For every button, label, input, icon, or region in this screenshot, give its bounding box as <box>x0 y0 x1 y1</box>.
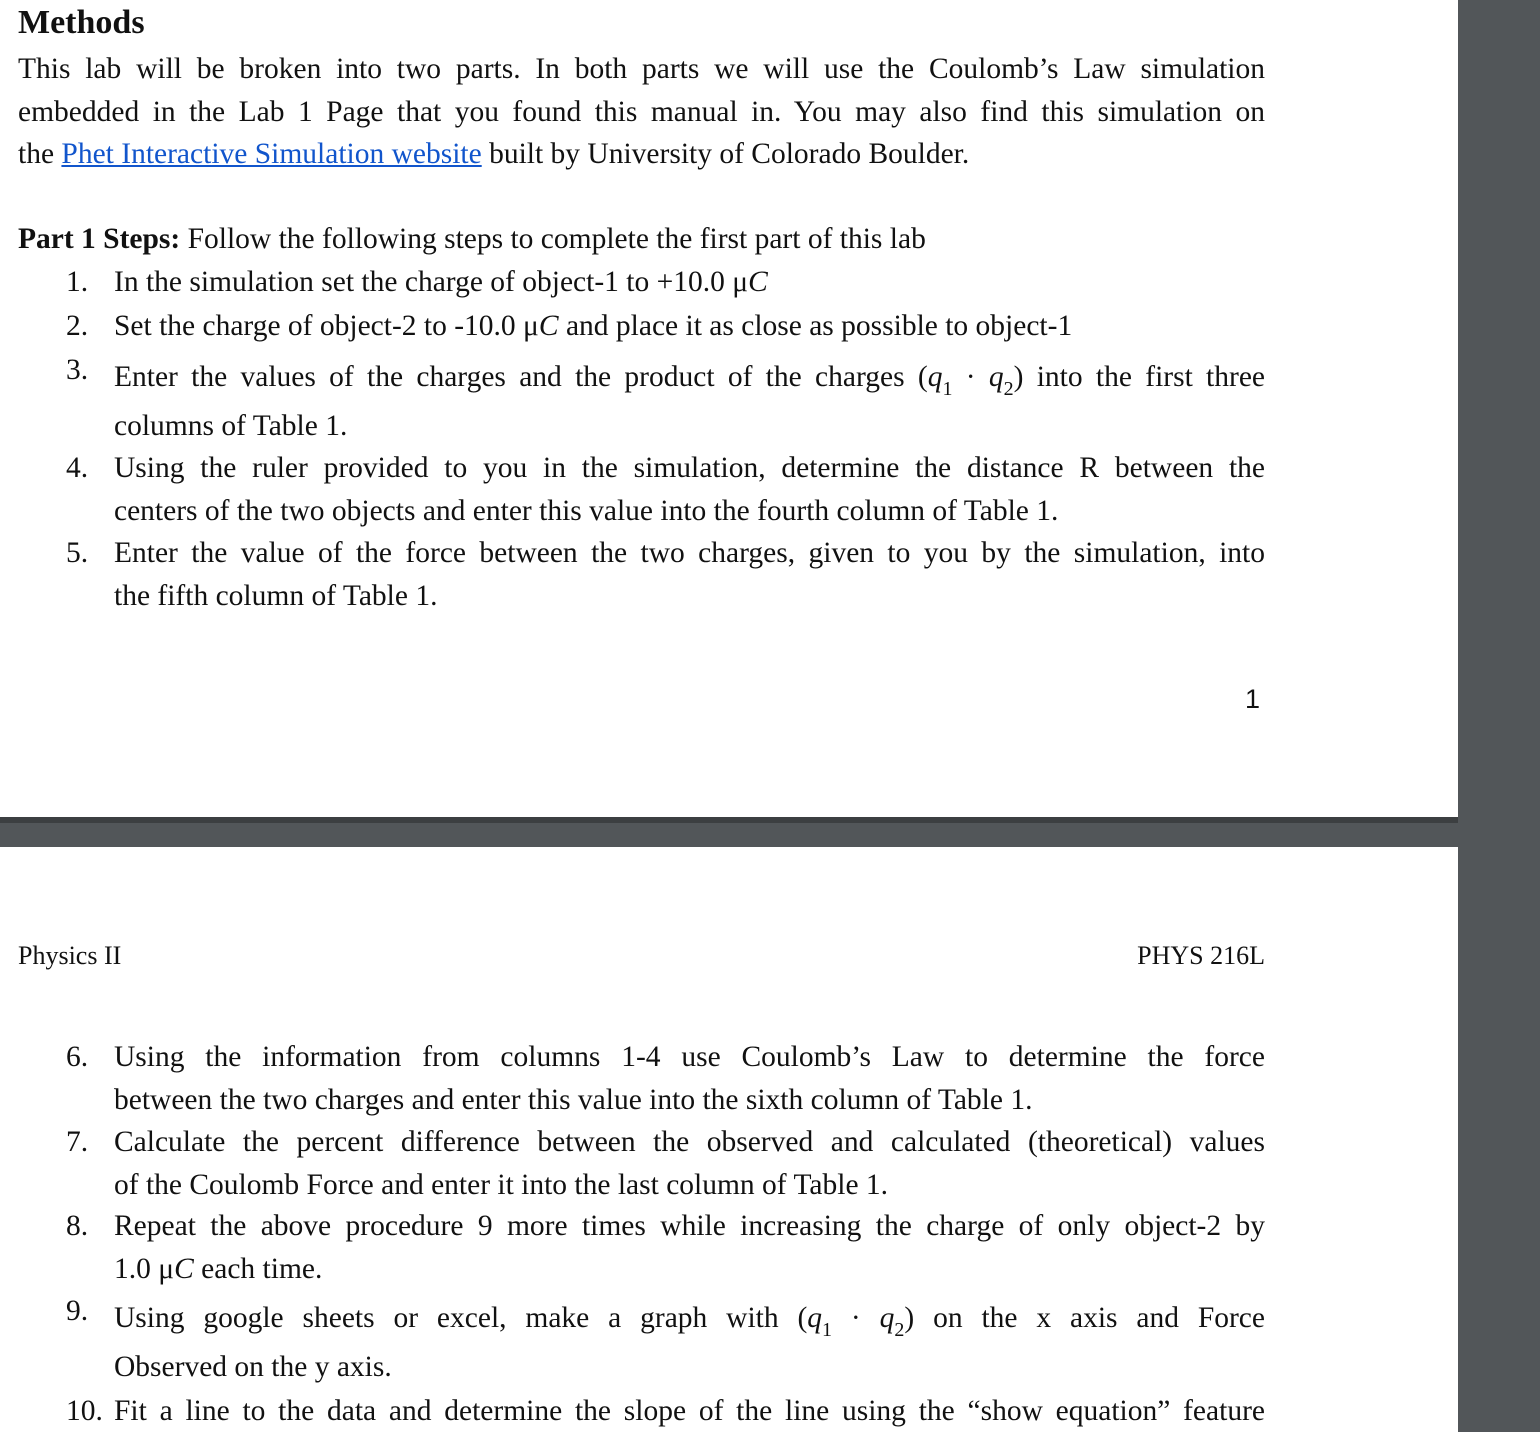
page-number: 1 <box>1244 684 1260 714</box>
document-page-1: Methods This lab will be broken into two parts. In both parts we will use the Coulomb’s Law simulation embedded in the Lab 1 Page that you found this manual in. You may also find this simulation on the Phet Interactive Simulation website built by University of Colorado Boulder. Part 1 Steps: Follow the following steps to complete the first part of this lab 1. In the simulation set the charge of object-1 to +10.0 μC 2. Set the charge of object-2 to -10.0 μC and place it as close as possible to object-1 3. Enter the values of the charges and the product of the charges $(q_1 \cdot q_2)$ into the first three columns of Table 1. 4. Using the ruler provided to you in the simulation, determine the distance R between the centers of the two objects and enter this value into the fourth column of Table 1. 5. Enter the value of the force between the two charges, given to you by the simulation, into the fifth column of Table 1. 1 <box>0 0 1458 817</box>
intro-line-2: embedded in the Lab 1 Page that you found this manual in. You may also find this simulation on <box>18 95 1265 128</box>
part1-intro <box>18 218 1265 261</box>
part1-text: Follow the following steps to complete the first part of this lab <box>180 223 926 255</box>
header-course-name: Physics II <box>18 941 122 970</box>
header-course-code: PHYS 216L <box>1137 941 1265 970</box>
phet-simulation-link[interactable]: Phet Interactive Simulation website <box>61 138 482 170</box>
document-page-2: Physics II PHYS 216L 6. Using the information from columns 1-4 use Coulomb’s Law to determine the force between the two charges and enter this value into the sixth column of Table 1. 7. Calculate the percent difference between the observed and calculated (theoretical) values of the Coulomb Force and enter it into the last column of Table 1. 8. Repeat the above procedure 9 more times while increasing the charge of only object-2 by 1.0 μC each time. 9. Using google sheets or excel, make a graph with $(q_1 \cdot q_2)$ on the x axis and Force Observed on the y axis. 10. Fit a line to the data and determine the slope of the line using the “show equation” feature <box>0 847 1458 1432</box>
intro-paragraph <box>18 48 1265 176</box>
part1-label: Part 1 Steps: <box>18 223 181 255</box>
page-separator-shadow <box>0 817 1458 823</box>
section-heading: Methods <box>18 4 145 41</box>
intro-line-1: This lab will be broken into two parts. In both parts we will use the Coulomb’s Law simulation <box>18 53 1265 85</box>
intro-line-3: the Phet Interactive Simulation website built by University of Colorado Boulder. <box>18 138 970 170</box>
